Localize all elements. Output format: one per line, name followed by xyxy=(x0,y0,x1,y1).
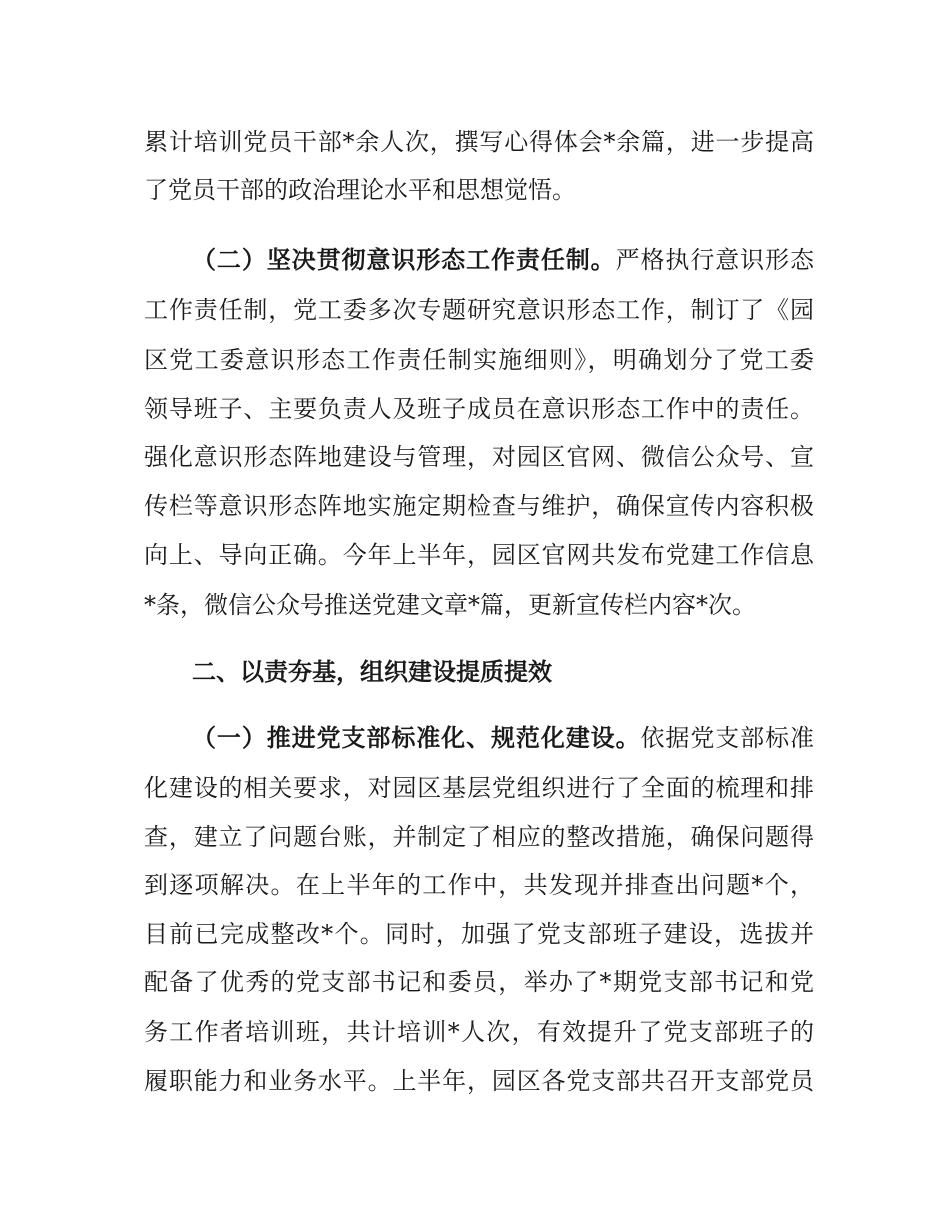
para3-line-2: 化建设的相关要求，对园区基层党组织进行了全面的梳理和排 xyxy=(144,774,814,802)
para2-line-8: *条，微信公众号推送党建文章*篇，更新宣传栏内容*次。 xyxy=(144,591,756,619)
section-heading: 二、以责夯基，组织建设提质提效 xyxy=(192,658,552,686)
para2-line-4: 领导班子、主要负责人及班子成员在意识形态工作中的责任。 xyxy=(144,395,814,423)
para1-line-2: 了党员干部的政治理论水平和思想觉悟。 xyxy=(144,176,576,204)
para3-line-1 xyxy=(192,718,814,758)
para3-line-5: 目前已完成整改*个。同时，加强了党支部班子建设，选拔并 xyxy=(144,920,814,948)
para3-line-8: 履职能力和业务水平。上半年，园区各党支部共召开支部党员 xyxy=(144,1067,814,1095)
para3-lead: （一）推进党支部标准化、规范化建设。 xyxy=(192,723,641,752)
para2-line-7: 向上、导向正确。今年上半年，园区官网共发布党建工作信息 xyxy=(144,541,814,569)
para2-lead: （二）坚决贯彻意识形态工作责任制。 xyxy=(192,245,616,274)
para2-line-5: 强化意识形态阵地建设与管理，对园区官网、微信公众号、宣 xyxy=(144,443,814,471)
para2-line-3: 区党工委意识形态工作责任制实施细则》，明确划分了党工委 xyxy=(144,346,814,374)
para3-line-3: 查，建立了问题台账，并制定了相应的整改措施，确保问题得 xyxy=(144,823,814,851)
para2-line-1 xyxy=(192,240,814,280)
para3-first-rest: 依据党支部标准 xyxy=(640,724,814,752)
para1-line-1: 累计培训党员干部*余人次，撰写心得体会*余篇，进一步提高 xyxy=(144,128,814,156)
para3-line-7: 务工作者培训班，共计培训*人次，有效提升了党支部班子的 xyxy=(144,1018,814,1046)
para2-first-rest: 严格执行意识形态 xyxy=(615,246,815,274)
para2-line-2: 工作责任制，党工委多次专题研究意识形态工作，制订了《园 xyxy=(144,296,814,324)
para3-line-4: 到逐项解决。在上半年的工作中，共发现并排查出问题*个， xyxy=(144,871,814,899)
para3-line-6: 配备了优秀的党支部书记和委员，举办了*期党支部书记和党 xyxy=(144,968,814,996)
para2-line-6: 传栏等意识形态阵地实施定期检查与维护，确保宣传内容积极 xyxy=(144,492,814,520)
